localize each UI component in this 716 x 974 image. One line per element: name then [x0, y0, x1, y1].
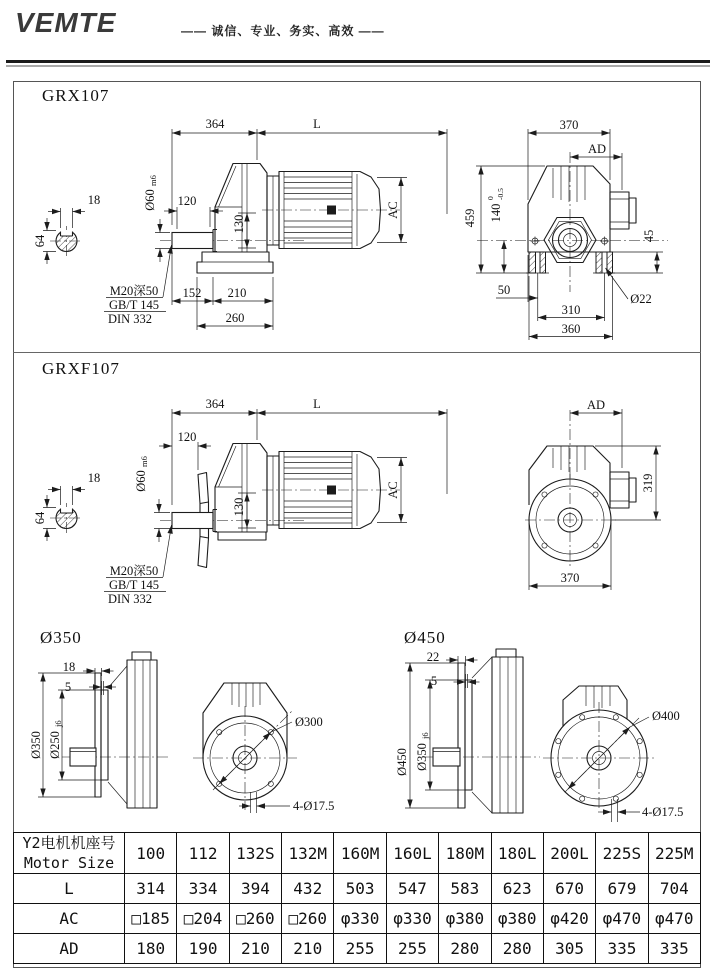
dim-grxf-18: 18	[87, 471, 101, 485]
motor-size-column: 160M	[334, 833, 386, 874]
table-cell: 305	[543, 934, 595, 964]
table-cell: 180	[125, 934, 177, 964]
table-cell: 623	[491, 874, 543, 904]
note-grxf-tap: M20深50	[109, 564, 159, 578]
table-cell: 670	[543, 874, 595, 904]
table-cell: φ330	[334, 904, 386, 934]
table-cell: □204	[177, 904, 229, 934]
dim-grxf-AC: AC	[386, 481, 400, 499]
dim-grx-AC: AC	[386, 201, 400, 219]
table-cell: □185	[125, 904, 177, 934]
motor-size-column: 200L	[543, 833, 595, 874]
dim-grx-459: 459	[463, 208, 477, 228]
motor-size-table	[13, 832, 701, 964]
table-row-AD	[14, 934, 701, 964]
table-cell: 314	[125, 874, 177, 904]
table-cell: 210	[282, 934, 334, 964]
dim-grx-140-tol-upper: 0	[486, 196, 495, 200]
title-grxf107: GRXF107	[42, 359, 120, 378]
table-cell: □260	[229, 904, 281, 934]
dim-grx-210: 210	[227, 286, 247, 300]
dim-grxf-120: 120	[177, 430, 197, 444]
dim-grx-360: 360	[561, 322, 581, 336]
grx107-shaft-section	[43, 208, 85, 264]
table-cell: 210	[229, 934, 281, 964]
dim-grxf-shaft-fit: m6	[139, 456, 149, 467]
dim-grx-45: 45	[642, 229, 656, 243]
dim-grx-shaft-dia: Ø60	[143, 189, 157, 211]
dim-grx-260: 260	[225, 311, 245, 325]
table-cell: 394	[229, 874, 281, 904]
row-label: AC	[14, 904, 125, 934]
dim-grxf-319: 319	[641, 473, 655, 493]
note-grxf-din: DIN 332	[107, 592, 153, 606]
dim-grxf-130: 130	[232, 497, 246, 517]
dim-grx-50: 50	[497, 283, 511, 297]
row-label: L	[14, 874, 125, 904]
table-cell: 704	[648, 874, 700, 904]
table-cell: 335	[648, 934, 700, 964]
note-grx-gbt: GB/T 145	[108, 298, 160, 312]
grxf107-shaft-section	[43, 486, 85, 541]
table-cell: 335	[596, 934, 648, 964]
dim-grxf-shaft-dia: Ø60	[134, 470, 148, 492]
dim-grx-152: 152	[182, 286, 202, 300]
motor-size-column: 225M	[648, 833, 700, 874]
dim-f350-bc: Ø300	[295, 715, 323, 729]
dim-grx-shaft-fit: m6	[148, 175, 158, 186]
table-cell: φ380	[491, 904, 543, 934]
dim-f350-pilot: Ø250	[48, 731, 62, 759]
dim-f450-od: Ø450	[395, 748, 409, 776]
dim-grxf-AD: AD	[586, 398, 606, 412]
table-cell: 280	[439, 934, 491, 964]
flange450-side-view	[405, 649, 540, 813]
motor-size-header	[14, 833, 125, 874]
table-cell: 280	[491, 934, 543, 964]
motor-size-column: 225S	[596, 833, 648, 874]
dim-f450-pilot: Ø350	[415, 743, 429, 771]
row-label: AD	[14, 934, 125, 964]
dim-grx-140: 140	[489, 203, 503, 223]
table-cell: 547	[386, 874, 438, 904]
brand-logo: VEMTE	[15, 7, 117, 38]
table-cell: φ380	[439, 904, 491, 934]
dim-grx-140-tol-lower: -0.5	[496, 188, 505, 200]
motor-size-column: 112	[177, 833, 229, 874]
table-header-row	[14, 833, 701, 874]
motor-size-header-en: Motor Size	[23, 854, 115, 872]
title-flange450: Ø450	[404, 628, 446, 647]
dim-f350-od: Ø350	[29, 731, 43, 759]
dim-grx-64: 64	[33, 234, 47, 248]
flange450-front-view	[543, 686, 655, 822]
table-cell: φ330	[386, 904, 438, 934]
motor-size-column: 132M	[282, 833, 334, 874]
dim-f450-bc: Ø400	[652, 709, 680, 723]
dim-f350-holes: 4-Ø17.5	[293, 799, 335, 813]
table-row-AC	[14, 904, 701, 934]
note-grx-tap: M20深50	[109, 284, 159, 298]
dim-grx-L: L	[313, 117, 321, 131]
dim-grxf-364: 364	[205, 397, 225, 411]
motor-size-column: 132S	[229, 833, 281, 874]
grxf107-end-view	[525, 409, 661, 590]
table-cell: 583	[439, 874, 491, 904]
table-cell: 679	[596, 874, 648, 904]
note-grx-din: DIN 332	[107, 312, 153, 326]
dim-f450-5: 5	[430, 674, 438, 688]
dim-grxf-64: 64	[33, 511, 47, 525]
table-cell: φ420	[543, 904, 595, 934]
motor-size-header-cn: Y2电机机座号	[22, 834, 116, 852]
table-row-L	[14, 874, 701, 904]
dim-grxf-370: 370	[560, 571, 580, 585]
dim-f450-22: 22	[426, 650, 440, 664]
motor-size-column: 180L	[491, 833, 543, 874]
flange350-front-view	[193, 683, 297, 813]
motor-size-column: 180M	[439, 833, 491, 874]
dim-grx-AD: AD	[587, 142, 607, 156]
table-cell: φ470	[596, 904, 648, 934]
title-grx107: GRX107	[42, 86, 110, 105]
motor-size-column: 160L	[386, 833, 438, 874]
note-grxf-gbt: GB/T 145	[108, 578, 160, 592]
table-cell: □260	[282, 904, 334, 934]
dim-grx-22: Ø22	[630, 292, 652, 306]
dim-grx-370: 370	[559, 118, 579, 132]
dim-f350-18: 18	[62, 660, 76, 674]
dim-grx-364: 364	[205, 117, 225, 131]
table-cell: 255	[386, 934, 438, 964]
dim-grx-120: 120	[177, 194, 197, 208]
dim-grx-130: 130	[232, 214, 246, 234]
dim-grxf-L: L	[313, 397, 321, 411]
dim-grx-18: 18	[87, 193, 101, 207]
title-flange350: Ø350	[40, 628, 82, 647]
flange350-side-view	[38, 652, 170, 808]
dim-f450-pilot-fit: j6	[420, 732, 430, 739]
brand-slogan: —— 诚信、专业、务实、高效 ——	[181, 24, 385, 38]
dim-f350-5: 5	[64, 680, 72, 694]
table-cell: 503	[334, 874, 386, 904]
dim-f350-pilot-fit: j6	[53, 720, 63, 727]
table-cell: 255	[334, 934, 386, 964]
table-cell: φ470	[648, 904, 700, 934]
dim-grx-310: 310	[561, 303, 581, 317]
table-cell: 334	[177, 874, 229, 904]
dim-f450-holes: 4-Ø17.5	[642, 805, 684, 819]
table-cell: 432	[282, 874, 334, 904]
motor-size-column: 100	[125, 833, 177, 874]
table-cell: 190	[177, 934, 229, 964]
